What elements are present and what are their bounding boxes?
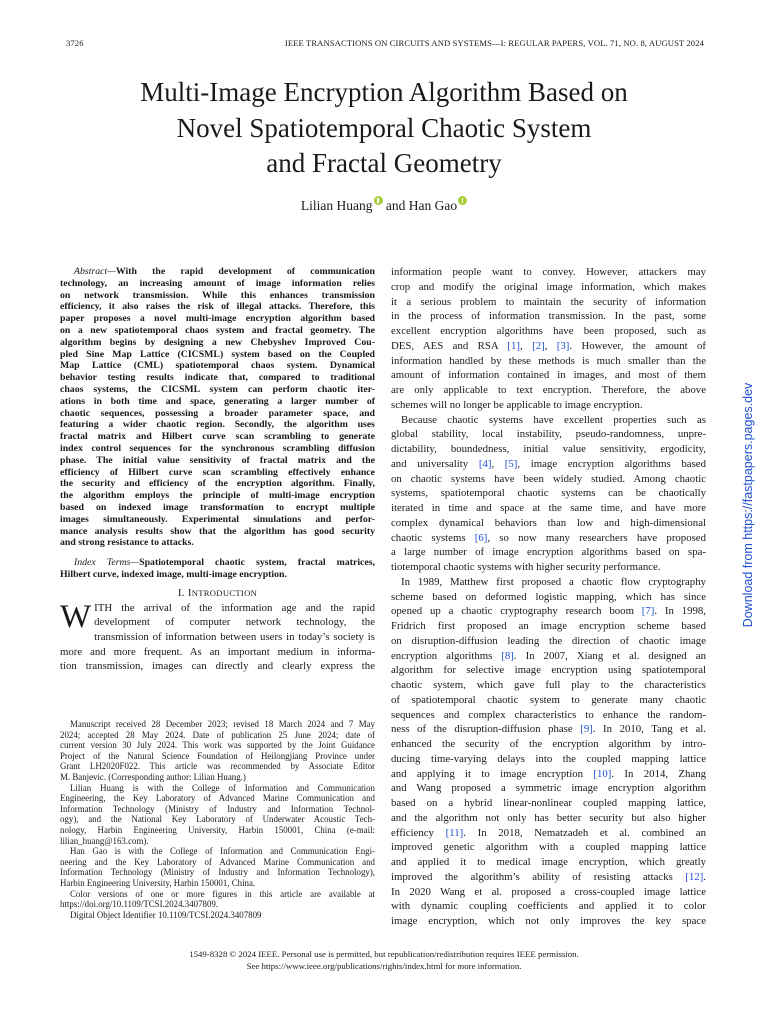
rights-link[interactable]: See https://www.ieee.org/publications/rights/index.html for more information. bbox=[246, 961, 522, 971]
running-head: IEEE TRANSACTIONS ON CIRCUITS AND SYSTEMS—I: REGULAR PAPERS, VOL. 71, NO. 8, AUGUST 2024 bbox=[284, 38, 704, 48]
footnote-line: current version 30 July 2024. This work was supported by the Joint Guidance bbox=[60, 740, 375, 751]
footnote-line: Project of the Natural Science Foundation of Heilongjiang Province under bbox=[60, 750, 375, 761]
abstract bbox=[60, 266, 375, 549]
footnote-line: lilian_huang@163.com). bbox=[60, 835, 149, 846]
text-line: DES, AES and RSA [1], [2], [3]. However, the amount of bbox=[391, 339, 706, 352]
text-line: ducing time-varying delays into the coupled mapping lattice bbox=[391, 752, 706, 765]
abstract-line: images simultaneously. Experimental simulations and perfor- bbox=[60, 513, 375, 525]
abstract-line: fractal matrix and Hilbert curve scan scrambling to generate bbox=[60, 431, 375, 443]
abstract-line: ations in both time and space, generating a larger number of bbox=[60, 395, 375, 407]
abstract-line: phase. The initial value sensitivity of fractal matrix and the bbox=[60, 454, 375, 466]
author-conjunction: and bbox=[382, 198, 409, 213]
abstract-line: chaotic sequences, possessing a broader parameter space, and bbox=[60, 407, 375, 419]
section-number: I. bbox=[177, 586, 188, 599]
author-list bbox=[0, 196, 768, 214]
text-line: enhanced the security of the encryption algorithm by intro- bbox=[391, 738, 706, 750]
citation-link[interactable]: [7] bbox=[641, 605, 655, 618]
footnote-line: ogy), and the National Key Laboratory of Underwater Acoustic Tech- bbox=[60, 814, 375, 825]
text-line: on chaotic systems have been widely studied. Among chaotic bbox=[391, 472, 706, 485]
text-line: in the process of information transmission. In the past, some bbox=[391, 310, 706, 323]
text-line: image encryption, which not only improves the key space bbox=[391, 915, 706, 927]
abstract-line: algorithm begins by designing a new Chebyshev Improved Cou- bbox=[60, 336, 375, 348]
citation-link[interactable]: [9] bbox=[580, 723, 593, 736]
text-line: it a serious problem to maintain the security of information bbox=[391, 295, 706, 308]
section-title: INTRODUCTION bbox=[187, 586, 258, 599]
right-column bbox=[391, 265, 706, 929]
text-line: Because chaotic systems have excellent properties such as bbox=[401, 413, 706, 426]
citation-link[interactable]: [3] bbox=[556, 339, 570, 352]
orcid-icon[interactable] bbox=[374, 196, 383, 205]
title-line: Multi-Image Encryption Algorithm Based on bbox=[140, 77, 628, 107]
text-line: a large number of image encryption algorithms based on spa- bbox=[391, 546, 706, 559]
text-line: In 2020 Wang et al. proposed a cross-coupled image lattice bbox=[391, 885, 706, 898]
drop-cap: W bbox=[60, 598, 92, 635]
footnote-line: Harbin Engineering University, Harbin 150001, China. bbox=[60, 877, 256, 888]
citation-link[interactable]: [10] bbox=[593, 767, 612, 780]
text-line: amount of information contained in images, and most of them bbox=[391, 369, 706, 382]
text-line: systems, spatiotemporal chaotic systems can be chaotically bbox=[391, 487, 706, 500]
text-line: information people want to convey. However, attackers may bbox=[391, 266, 706, 278]
abstract-line: pled Sine Map Lattice (CICSML) system based on the Coupled bbox=[60, 348, 375, 360]
footnote-line: Engineering, the Key Laboratory of Advanced Marine Communication and bbox=[60, 793, 375, 804]
text-line: improved the algorithm’s ability of resisting attacks [12]. bbox=[391, 870, 706, 883]
citation-link[interactable]: [12] bbox=[685, 870, 704, 883]
text-line: iterated in time and space at the same time, and have more bbox=[391, 502, 706, 514]
text-line: scheme based on deformed logistic mapping, which has since bbox=[391, 590, 706, 603]
footnote-line: nology, Harbin Engineering University, Harbin 150001, China (e-mail: bbox=[60, 824, 375, 835]
abstract-line: chaos systems, the CICSML system can perform chaotic iter- bbox=[60, 383, 375, 395]
text-line: encryption algorithms [8]. In 2007, Xiang et al. designed an bbox=[391, 649, 706, 662]
title-line: and Fractal Geometry bbox=[266, 148, 502, 178]
text-line: chaotic systems [6], so now many researchers have proposed bbox=[391, 531, 706, 544]
footnote-line: Color versions of one or more figures in this article are available at bbox=[70, 888, 375, 899]
abstract-line: based on indexed image transformation to encrypt multiple bbox=[60, 501, 375, 513]
abstract-label: Abstract— bbox=[74, 266, 116, 277]
text-line: In 1989, Matthew first proposed a chaotic flow cryptography bbox=[401, 575, 706, 588]
paper-title bbox=[0, 75, 768, 182]
left-column bbox=[60, 266, 375, 674]
text-line: and applying it to image encryption [10]. In 2014, Zhang bbox=[391, 767, 706, 780]
page-number: 3726 bbox=[66, 38, 84, 48]
text-line: tion transmission, images can directly and clearly express the bbox=[60, 660, 375, 673]
text-line: schemes will no longer be applicable to image encryption. bbox=[391, 398, 643, 411]
footnote-line: Information Technology (Ministry of Industry and Information Technology), bbox=[60, 867, 375, 878]
author-name: Han Gao bbox=[408, 198, 458, 213]
text-line: sequences and complex characteristics to enhance the random- bbox=[391, 708, 706, 721]
abstract-line: behavior testing results indicate that, compared to traditional bbox=[60, 372, 375, 384]
text-line: transmission of information between users in today’s society is bbox=[94, 630, 375, 643]
text-line: opened up a chaotic cryptography research boom [7]. In 1998, bbox=[391, 605, 706, 618]
doi-link[interactable]: https://doi.org/10.1109/TCSI.2024.3407809. bbox=[60, 899, 219, 910]
footnote-line: Digital Object Identifier 10.1109/TCSI.2024.3407809 bbox=[70, 909, 262, 920]
citation-link[interactable]: [11] bbox=[445, 826, 464, 839]
text-line: of spatiotemporal chaotic system to generate many chaotic bbox=[391, 693, 706, 706]
text-line: global stability, local instability, pseudo-randomness, unpre- bbox=[391, 428, 706, 441]
copyright-line: 1549-8328 © 2024 IEEE. Personal use is permitted, but republication/redistribution requires IEEE permission. bbox=[189, 949, 579, 959]
footnote-line: neering and the Key Laboratory of Advanced Marine Communication and bbox=[60, 856, 375, 867]
text-line: ness of the disruption-diffusion phase [9]. In 2010, Tang et al. bbox=[391, 723, 706, 736]
text-line: and Wang proposed a symmetric image encryption algorithm bbox=[391, 782, 706, 795]
abstract-line: and strong resistance to attacks. bbox=[60, 537, 194, 549]
index-terms bbox=[60, 557, 375, 581]
text-line: and universality [4], [5], image encryption algorithms based bbox=[391, 457, 706, 470]
abstract-line: Abstract—With the rapid development of communication bbox=[74, 266, 375, 277]
citation-link[interactable]: [2] bbox=[532, 339, 545, 352]
download-link[interactable] bbox=[733, 375, 763, 635]
text-line: algorithm for selective image encryption using spatiotemporal bbox=[391, 664, 706, 677]
abstract-line: the algorithm employs the principle of multi-image encryption bbox=[60, 490, 375, 502]
section-heading bbox=[60, 587, 375, 601]
abstract-line: mance analysis results show that the algorithm has good security bbox=[60, 525, 375, 537]
text-line: dictability, boundedness, initial value sensitivity, ergodicity, bbox=[391, 443, 706, 455]
text-line: on disruption-diffusion leading the direction of chaotic image bbox=[391, 634, 706, 647]
copyright-note bbox=[0, 948, 768, 972]
text-line: crop and modify the original image information, which makes bbox=[391, 280, 706, 293]
text-line: complex dynamical behaviors than low and high-dimensional bbox=[391, 516, 706, 529]
title-line: Novel Spatiotemporal Chaotic System bbox=[176, 112, 592, 143]
footnote-line: 2024; accepted 28 May 2024. Date of publication 25 June 2024; date of bbox=[60, 729, 375, 740]
footnote-line: Grant LH2020F022. This article was recommended by Associate Editor bbox=[60, 761, 375, 772]
text-line: and the algorithm not only has better security but also higher bbox=[391, 811, 706, 824]
footnote-line: Han Gao is with the College of Information and Communication Engi- bbox=[70, 846, 375, 857]
text-line: with dynamic coupling coefficients and applied it to color bbox=[391, 900, 706, 913]
footnote-line: Lilian Huang is with the College of Information and Communication bbox=[70, 782, 375, 793]
text-line: excellent encryption algorithms have been proposed, such as bbox=[391, 325, 706, 337]
index-terms-line: Index Terms—Spatiotemporal chaotic system, fractal matrices, bbox=[74, 557, 376, 569]
text-line: are only applicable to text encryption. Therefore, the above bbox=[391, 384, 706, 396]
index-terms-line: Hilbert curve, indexed image, multi-image encryption. bbox=[60, 568, 287, 580]
orcid-icon[interactable] bbox=[458, 196, 467, 205]
footnote-line: Information Technology (Ministry of Industry and Information Technol- bbox=[60, 803, 375, 814]
abstract-line: on network transmission. While this enhances transmission bbox=[60, 289, 375, 301]
abstract-line: technology, an increasing amount of image information relies bbox=[60, 277, 375, 289]
body-paragraph bbox=[391, 575, 706, 929]
abstract-line: the security and efficiency of the encryption algorithm. Finally, bbox=[60, 478, 375, 490]
footnote-line: M. Banjevic. (Corresponding author: Lilian Huang.) bbox=[60, 771, 246, 782]
text-line: efficiency [11]. In 2018, Nematzadeh et al. combined an bbox=[391, 826, 706, 839]
abstract-line: efficiency, it also raises the risk of illegal attacks. Therefore, this bbox=[60, 301, 375, 313]
citation-link[interactable]: [4] bbox=[478, 457, 492, 470]
text-line: and applied it to medical image encryption, which greatly bbox=[391, 856, 706, 868]
text-line: Fridrich first proposed an image encryption scheme based bbox=[391, 620, 706, 632]
body-paragraph bbox=[391, 265, 706, 413]
text-line: chaotic system, which gave full play to the characteristics bbox=[391, 679, 706, 691]
abstract-line: efficiency of Hilbert curve scan scrambling effectively enhance bbox=[60, 466, 375, 478]
citation-link[interactable]: [8] bbox=[501, 649, 514, 662]
body-paragraph bbox=[391, 413, 706, 575]
text-line: based on a hybrid linear-nonlinear coupled mapping lattice, bbox=[391, 797, 706, 809]
abstract-line: paper proposes a novel multi-image encryption algorithm based bbox=[60, 313, 375, 325]
citation-link[interactable]: [1] bbox=[507, 339, 521, 352]
text-line: ITH the arrival of the information age and the rapid bbox=[94, 601, 375, 614]
footnote-line: Manuscript received 28 December 2023; revised 18 March 2024 and 7 May bbox=[70, 719, 375, 729]
text-line: development of computer network technology, the bbox=[94, 616, 375, 629]
text-line: information handled by these methods is much smaller than the bbox=[391, 354, 706, 367]
footnotes bbox=[60, 719, 375, 920]
download-link-text[interactable]: Download from https://fastpapers.pages.dev bbox=[741, 382, 755, 628]
text-line: tiotemporal chaotic systems with higher security performance. bbox=[391, 561, 661, 573]
abstract-line: on a new spatiotemporal chaos system and fractal geometry. The bbox=[60, 324, 375, 336]
abstract-line: index control sequences for the synchronous scrambling diffusion bbox=[60, 442, 375, 454]
index-terms-label: Index Terms— bbox=[74, 557, 140, 569]
footnote-line bbox=[60, 899, 375, 910]
intro-paragraph bbox=[60, 598, 375, 674]
abstract-line: Map Lattice (CML) spatiotemporal chaos system. Dynamical bbox=[60, 360, 375, 372]
text-line: more and more frequent. As an important medium in informa- bbox=[60, 645, 375, 658]
author-name: Lilian Huang bbox=[300, 198, 373, 213]
abstract-line: featuring a wider chaotic region. Secondly, the algorithm uses bbox=[60, 419, 375, 431]
text-line: improved genetic algorithm with a coupled mapping lattice bbox=[391, 841, 706, 854]
citation-link[interactable]: [5] bbox=[504, 457, 518, 470]
citation-link[interactable]: [6] bbox=[474, 531, 488, 544]
